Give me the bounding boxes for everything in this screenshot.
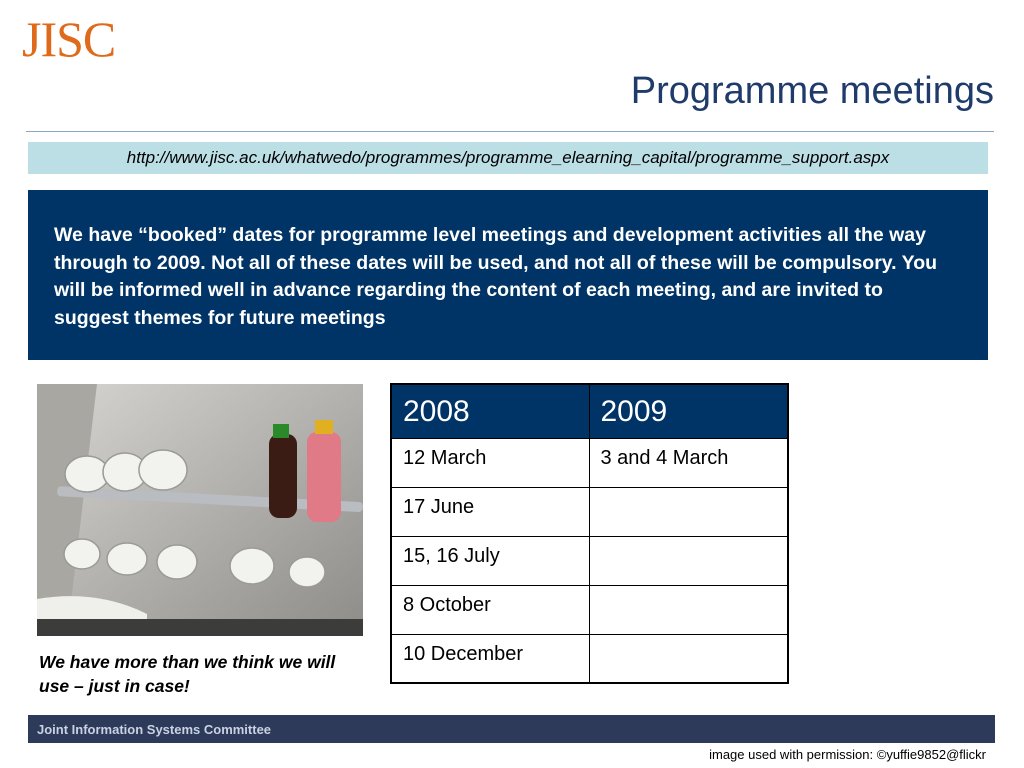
meeting-schedule-table	[390, 383, 789, 684]
date-2009-cell	[589, 585, 788, 634]
photo-caption: We have more than we think we will use – just in case!	[39, 652, 336, 696]
year-2009-header: 2009	[589, 384, 788, 438]
table-row	[391, 438, 788, 487]
title-divider	[26, 131, 994, 132]
programme-support-link[interactable]: http://www.jisc.ac.uk/whatwedo/programmes/programme_elearning_capital/programme_support.aspx	[126, 148, 890, 167]
date-2008-cell: 15, 16 July	[391, 536, 589, 585]
date-2009-cell: 3 and 4 March	[589, 438, 788, 487]
date-2008-cell: 10 December	[391, 634, 589, 683]
info-text: We have “booked” dates for programme level meetings and development activities all the way through to 2009. Not all of these dates will be used, and not all of these will be compulsory. You will be informed well in advance regarding the content of each meeting, and are invited to suggest themes for future meetings	[54, 224, 938, 329]
table-row	[391, 634, 788, 683]
date-2008-cell: 8 October	[391, 585, 589, 634]
date-2008-cell: 17 June	[391, 487, 589, 536]
table-row	[391, 536, 788, 585]
year-2008-header: 2008	[391, 384, 589, 438]
toilet-rolls-photo	[37, 384, 363, 636]
table-row	[391, 487, 788, 536]
url-bar	[28, 142, 988, 174]
page-title: Programme meetings	[630, 70, 994, 112]
image-credit: image used with permission: ©yuffie9852@flickr	[709, 747, 986, 762]
date-2008-cell: 12 March	[391, 438, 589, 487]
date-2009-cell	[589, 634, 788, 683]
jisc-logo: JISC	[22, 11, 116, 67]
info-box	[28, 190, 988, 360]
footer-org-name: Joint Information Systems Committee	[37, 721, 272, 737]
date-2009-cell	[589, 487, 788, 536]
table-row	[391, 585, 788, 634]
footer-bar	[28, 715, 995, 743]
date-2009-cell	[589, 536, 788, 585]
table-header-row	[391, 384, 788, 438]
